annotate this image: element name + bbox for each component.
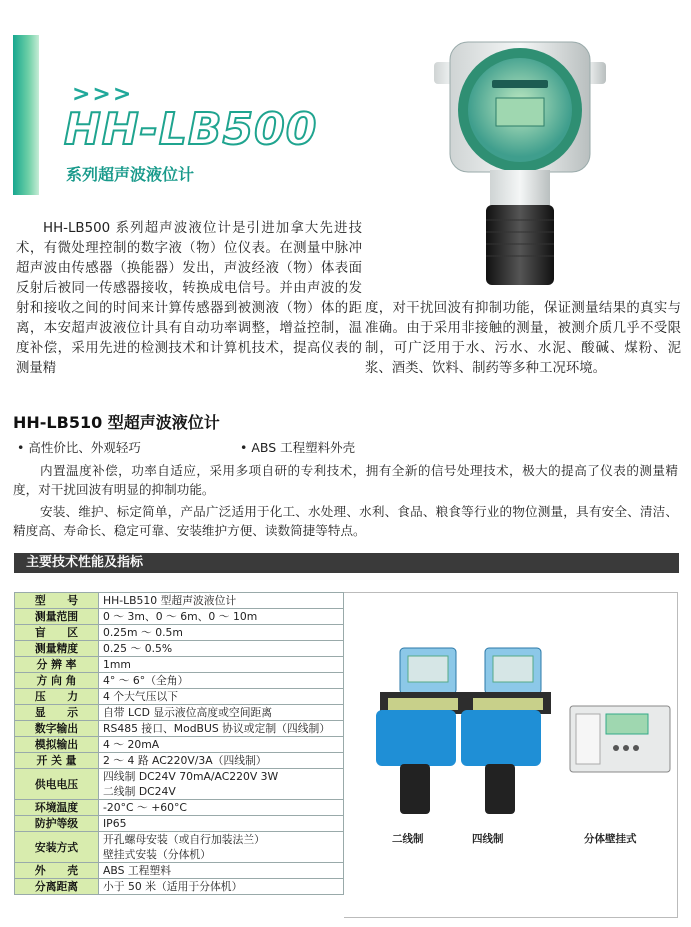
spec-row: [15, 641, 344, 657]
spec-value: [99, 800, 344, 816]
spec-row: [15, 721, 344, 737]
intro-paragraph-right: 度，对干扰回波有抑制功能，保证测量结果的真实与准确。由于采用非接触的测量，被测介质几乎不受限制，可广泛用于水、污水、水泥、酸碱、煤粉、泥浆、酒类、饮料、制药等多种工况环境。: [365, 301, 681, 376]
spec-value: [99, 657, 344, 673]
spec-row: [15, 609, 344, 625]
spec-value-line: -20°C ～ +60°C: [103, 801, 187, 814]
spec-value: [99, 832, 344, 863]
spec-value-line: 0 ～ 3m、0 ～ 6m、0 ～ 10m: [103, 610, 258, 623]
spec-value-line: 四线制 DC24V 70mA/AC220V 3W: [103, 770, 279, 783]
four-wire-caption: 四线制: [472, 833, 504, 845]
spec-value-line: 1mm: [103, 658, 131, 671]
spec-value-line: 二线制 DC24V: [103, 785, 176, 798]
spec-value: [99, 673, 344, 689]
spec-value-line: RS485 接口、ModBUS 协议或定制（四线制）: [103, 722, 331, 735]
spec-row: [15, 800, 344, 816]
spec-key: 环境温度: [15, 800, 99, 816]
spec-value-line: IP65: [103, 817, 127, 830]
spec-key: 显 示: [15, 705, 99, 721]
spec-value-line: 4° ～ 6°（全角）: [103, 674, 189, 687]
spec-value: [99, 689, 344, 705]
spec-row: [15, 705, 344, 721]
spec-key: 防护等级: [15, 816, 99, 832]
spec-value: [99, 737, 344, 753]
feature-item: • 高性价比、外观轻巧: [17, 440, 141, 455]
spec-key: 开 关 量: [15, 753, 99, 769]
spec-row: [15, 689, 344, 705]
model-paragraph-2: 安装、维护、标定简单，产品广泛适用于化工、水处理、水利、食品、粮食等行业的物位测量，具有安全、清洁、精度高、寿命长、稳定可靠、安装维护方便、读数简捷等特点。: [13, 504, 678, 538]
spec-value-line: 2 ～ 4 路 AC220V/3A（四线制）: [103, 754, 267, 767]
spec-value: [99, 769, 344, 800]
spec-value-line: 4 个大气压以下: [103, 690, 179, 703]
spec-value: [99, 721, 344, 737]
spec-value: [99, 609, 344, 625]
spec-key: 测量精度: [15, 641, 99, 657]
main-product-image: [420, 20, 620, 300]
chevron-icons: >>>: [72, 82, 134, 107]
spec-row: [15, 625, 344, 641]
spec-value: [99, 625, 344, 641]
spec-value-line: 4 ～ 20mA: [103, 738, 160, 751]
spec-table: [14, 592, 344, 895]
brand-title: HH-LB500: [64, 104, 318, 155]
spec-value-line: 自带 LCD 显示液位高度或空间距离: [103, 706, 273, 719]
four-wire-device-image: [455, 640, 575, 825]
intro-paragraph-left: HH-LB500 系列超声波液位计是引进加拿大先进技术，有微处理控制的数字液（物）位仪表。在测量中脉冲超声波由传感器（换能器）发出，声波经液（物）体表面反射后被同一传感器接收，转换成电信号。并由声波的发射和接收之间的时间来计算传感器到被测液（物）体的距离，本安超声波液位计具有自动功率调整，增益控制，温度补偿，采用先进的检测技术和计算机技术，提高仪表的测量精: [16, 221, 362, 376]
spec-section-title: 主要技术性能及指标: [14, 553, 679, 573]
spec-value: [99, 753, 344, 769]
spec-value: [99, 863, 344, 879]
model-heading: HH-LB510 型超声波液位计: [13, 413, 220, 432]
spec-value: [99, 816, 344, 832]
spec-key: 盲 区: [15, 625, 99, 641]
spec-key: 分 辨 率: [15, 657, 99, 673]
feature-item: • ABS 工程塑料外壳: [240, 440, 356, 455]
spec-row: [15, 593, 344, 609]
spec-value-line: 开孔螺母安装（或自行加装法兰）: [103, 833, 265, 846]
spec-key: 分离距离: [15, 879, 99, 895]
spec-value: [99, 593, 344, 609]
model-paragraph-1: 内置温度补偿，功率自适应，采用多项自研的专利技术，拥有全新的信号处理技术，极大的提高了仪表的测量精度，对干扰回波有明显的抑制功能。: [13, 463, 678, 497]
spec-value: [99, 641, 344, 657]
spec-row: [15, 769, 344, 800]
spec-value-line: ABS 工程塑料: [103, 864, 172, 877]
spec-key: 方 向 角: [15, 673, 99, 689]
spec-key: 模拟输出: [15, 737, 99, 753]
spec-value-line: 0.25 ～ 0.5%: [103, 642, 173, 655]
spec-row: [15, 657, 344, 673]
spec-value-line: 壁挂式安装（分体机）: [103, 848, 211, 861]
wall-mount-device-image: [566, 700, 676, 780]
spec-value-line: HH-LB510 型超声波液位计: [103, 594, 237, 607]
spec-row: [15, 832, 344, 863]
two-wire-caption: 二线制: [392, 833, 424, 845]
spec-row: [15, 863, 344, 879]
spec-row: [15, 737, 344, 753]
spec-key: 安装方式: [15, 832, 99, 863]
spec-row: [15, 816, 344, 832]
spec-value-line: 小于 50 米（适用于分体机）: [103, 880, 243, 893]
spec-value: [99, 879, 344, 895]
spec-key: 供电电压: [15, 769, 99, 800]
spec-value-line: 0.25m ～ 0.5m: [103, 626, 183, 639]
spec-key: 外 壳: [15, 863, 99, 879]
wall-mount-caption: 分体壁挂式: [584, 833, 637, 845]
spec-key: 压 力: [15, 689, 99, 705]
spec-key: 数字输出: [15, 721, 99, 737]
spec-row: [15, 879, 344, 895]
spec-key: 测量范围: [15, 609, 99, 625]
spec-row: [15, 753, 344, 769]
brand-subtitle: 系列超声波液位计: [66, 165, 195, 184]
spec-key: 型 号: [15, 593, 99, 609]
spec-row: [15, 673, 344, 689]
spec-value: [99, 705, 344, 721]
decorative-green-bar: [13, 35, 39, 195]
